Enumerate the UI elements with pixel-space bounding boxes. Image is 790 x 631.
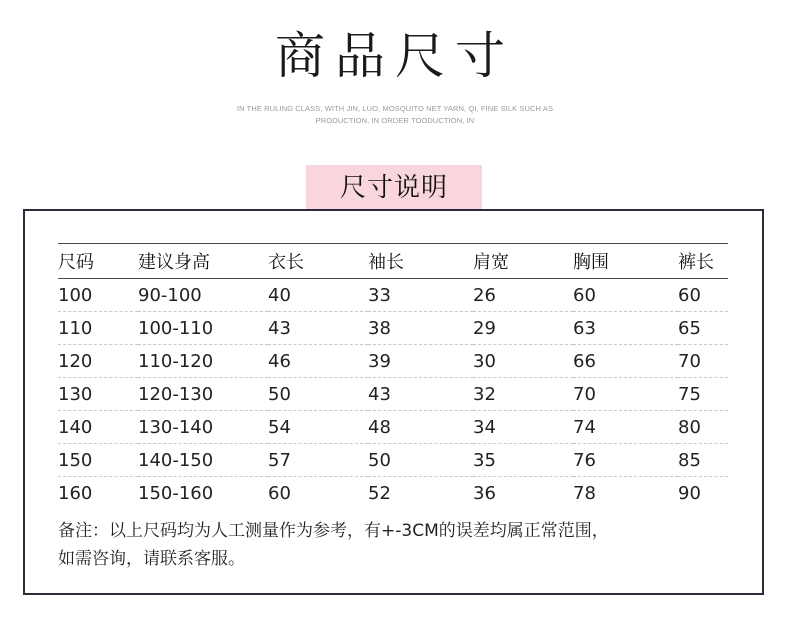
page-subtitle: IN THE RULING CLASS, WITH JIN, LUO, MOSQUITO NET YARN, QI, FINE SILK SUCH AS PRODUCTION, IN ORDER TOODUCTION, IN (236, 104, 554, 125)
table-row (58, 345, 728, 378)
table-cell: 60 (268, 482, 291, 504)
size-chart-frame (23, 209, 764, 595)
table-cell: 29 (473, 312, 573, 345)
table-cell: 100 (58, 279, 138, 312)
table-cell: 160 (58, 482, 93, 504)
table-row (58, 444, 728, 477)
table-cell: 48 (368, 411, 473, 444)
table-header-row (58, 244, 728, 279)
table-cell: 120 (58, 345, 138, 378)
column-header-shoulder: 肩宽 (473, 252, 509, 273)
table-cell: 50 (268, 378, 368, 411)
table-cell: 74 (573, 411, 678, 444)
table-cell: 85 (678, 444, 728, 477)
table-cell: 120-130 (138, 378, 268, 411)
table-cell: 36 (473, 482, 496, 504)
table-row (58, 378, 728, 411)
column-header-chest: 胸围 (573, 252, 609, 273)
table-cell: 32 (473, 378, 573, 411)
table-row (58, 411, 728, 444)
table-cell: 30 (473, 345, 573, 378)
table-cell: 110 (58, 312, 138, 345)
table-row (58, 279, 728, 312)
size-table (58, 243, 728, 509)
table-cell: 60 (678, 279, 728, 312)
column-header-size: 尺码 (58, 252, 94, 273)
table-cell: 35 (473, 444, 573, 477)
table-cell: 110-120 (138, 345, 268, 378)
table-cell: 39 (368, 345, 473, 378)
table-cell: 34 (473, 411, 573, 444)
table-cell: 80 (678, 411, 728, 444)
table-cell: 26 (473, 279, 573, 312)
table-cell: 90 (678, 482, 701, 504)
table-cell: 52 (368, 482, 391, 504)
table-cell: 43 (368, 378, 473, 411)
table-cell: 140-150 (138, 444, 268, 477)
column-header-pants: 裤长 (678, 252, 714, 273)
table-cell: 40 (268, 279, 368, 312)
table-cell: 54 (268, 411, 368, 444)
size-note (58, 517, 738, 573)
table-cell: 140 (58, 411, 138, 444)
table-cell: 76 (573, 444, 678, 477)
table-cell: 78 (573, 482, 596, 504)
table-cell: 150-160 (138, 482, 214, 504)
table-cell: 100-110 (138, 312, 268, 345)
table-cell: 70 (573, 378, 678, 411)
table-cell: 90-100 (138, 279, 268, 312)
table-row (58, 312, 728, 345)
column-header-sleeve: 袖长 (368, 252, 404, 273)
page-title: 商品尺寸 (275, 27, 515, 85)
table-cell: 57 (268, 444, 368, 477)
note-line-1: 备注：以上尺码均为人工测量作为参考，有+-3CM的误差均属正常范围， (58, 521, 609, 541)
table-cell: 130 (58, 378, 138, 411)
table-cell: 66 (573, 345, 678, 378)
table-cell: 38 (368, 312, 473, 345)
table-cell: 150 (58, 444, 138, 477)
table-cell: 65 (678, 312, 728, 345)
table-cell: 130-140 (138, 411, 268, 444)
table-cell: 43 (268, 312, 368, 345)
table-cell: 50 (368, 444, 473, 477)
table-cell: 60 (573, 279, 678, 312)
table-cell: 33 (368, 279, 473, 312)
table-cell: 75 (678, 378, 728, 411)
section-badge-size-info: 尺寸说明 (306, 165, 482, 211)
note-line-2: 如需咨询，请联系客服。 (58, 549, 245, 569)
column-header-length: 衣长 (268, 252, 304, 273)
table-cell: 46 (268, 345, 368, 378)
table-cell: 63 (573, 312, 678, 345)
table-row (58, 477, 728, 510)
table-cell: 70 (678, 345, 728, 378)
column-header-height: 建议身高 (138, 252, 210, 273)
